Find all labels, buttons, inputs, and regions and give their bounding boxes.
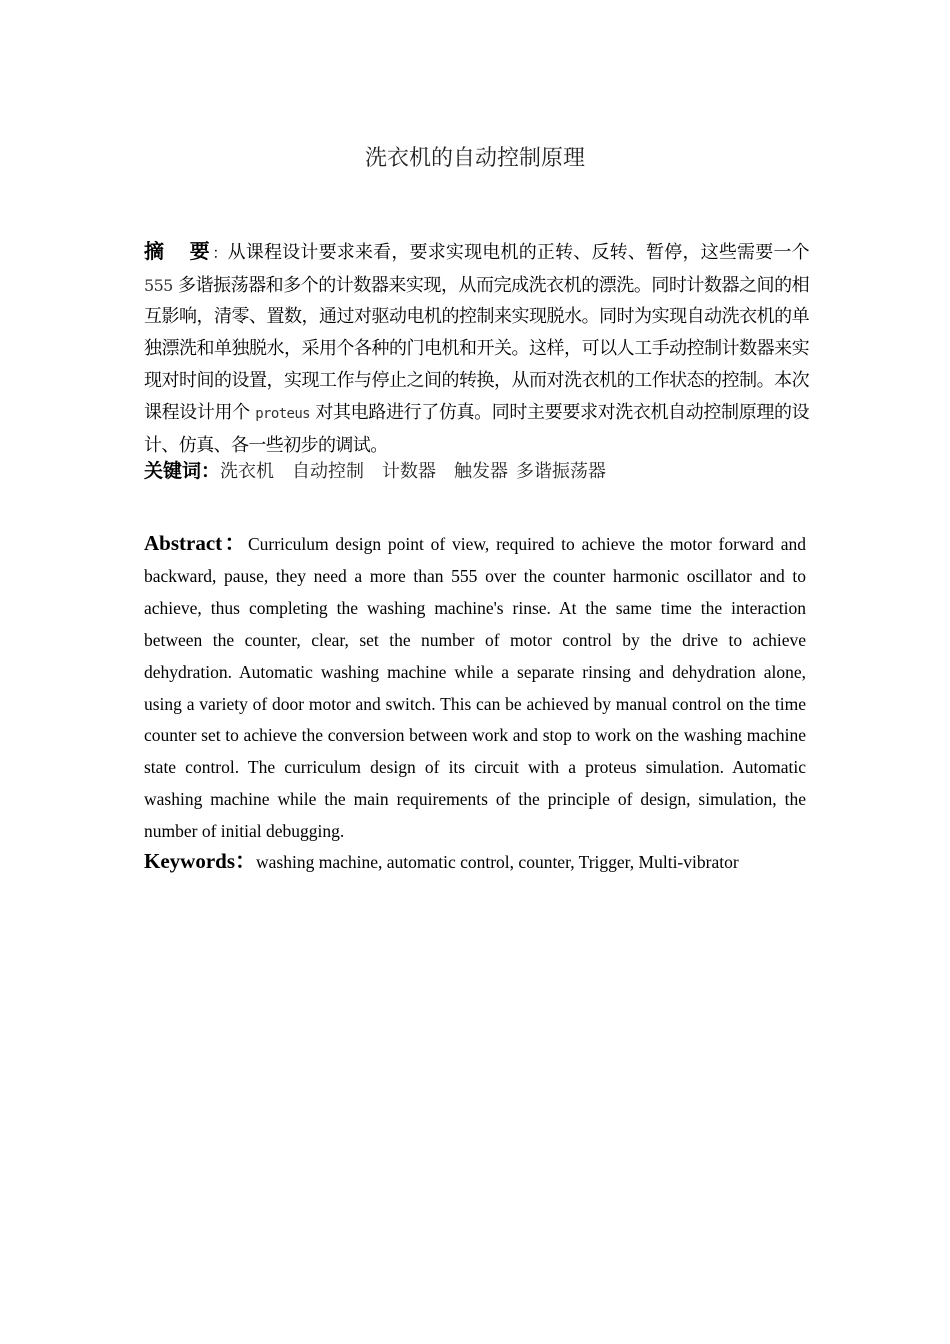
abstract-label-char-2: 要 xyxy=(188,239,213,263)
chinese-keywords xyxy=(144,456,824,483)
chinese-keyword: 多谐振荡器 xyxy=(516,461,607,482)
chinese-abstract xyxy=(144,236,809,462)
chinese-abstract-number: 555 xyxy=(144,275,173,295)
english-keywords xyxy=(144,845,824,875)
chinese-abstract-text-3: 对其电路进行了仿真。同时主要要求对洗衣机自动控制原理的设计、仿真、各一些初步的调试。 xyxy=(144,401,810,457)
english-abstract-text: Curriculum design point of view, required to achieve the motor forward and backward, pause, they need a more than 555 over the counter harmonic oscillator and to achieve, thus completing the washing machine's rinse. At the same time the interaction between the counter, clear, set the number of motor control by the drive to achieve dehydration. Automatic washing machine while a separate rinsing and dehydration alone, using a variety of door motor and switch. This can be achieved by manual control on the time counter set to achieve the conversion between work and stop to work on the washing machine state control. The curriculum design of its circuit with a proteus simulation. Automatic washing machine while the main requirements of the principle of design, simulation, the number of initial debugging. xyxy=(144,534,806,842)
abstract-colon: ： xyxy=(212,244,228,262)
chinese-abstract-label xyxy=(144,239,212,263)
abstract-label-char-1: 摘 xyxy=(144,239,167,263)
chinese-keyword: 自动控制 xyxy=(292,461,365,482)
english-keywords-text: washing machine, automatic control, counter, Trigger, Multi-vibrator xyxy=(256,852,739,872)
chinese-keyword: 洗衣机 xyxy=(220,461,275,482)
chinese-abstract-text-1: 从课程设计要求来看，要求实现电机的正转、反转、暂停，这些需要一个 xyxy=(227,242,810,263)
english-abstract-label: Abstract： xyxy=(144,531,248,555)
chinese-abstract-software: proteus xyxy=(255,405,311,422)
chinese-abstract-text-2: 多谐振荡器和多个的计数器来实现，从而完成洗衣机的漂洗。同时计数器之间的相互影响，清零、置数，通过对驱动电机的控制来实现脱水。同时为实现自动洗衣机的单独漂洗和单独脱水，采用个各种的门电机和开关。这样，可以人工手动控制计数器来实现对时间的设置，实现工作与停止之间的转换，从而对洗衣机的工作状态的控制。本次课程设计用个 xyxy=(144,274,809,423)
document-title: 洗衣机的自动控制原理 xyxy=(364,146,585,171)
english-keywords-label: Keywords： xyxy=(144,849,256,873)
chinese-keywords-label: 关键词： xyxy=(144,460,221,482)
english-abstract xyxy=(144,528,806,848)
chinese-keyword: 触发器 xyxy=(454,461,509,482)
chinese-keyword: 计数器 xyxy=(382,461,437,482)
